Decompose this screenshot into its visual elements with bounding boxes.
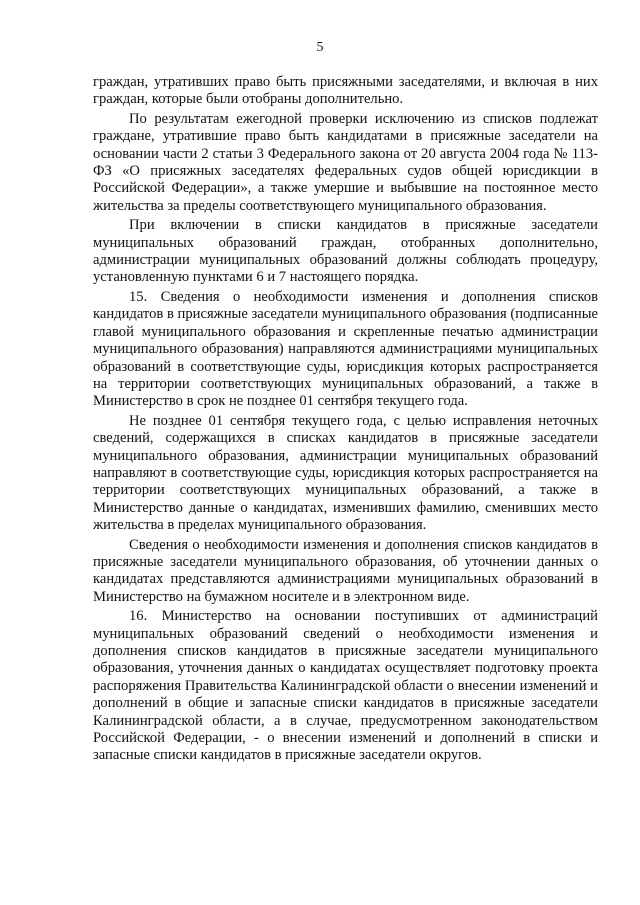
page-number: 5: [316, 40, 324, 55]
paragraph: По результатам ежегодной проверки исключению из списков подлежат граждане, утратившие право быть кандидатами в присяжные заседатели на основании части 2 статьи 3 Федерального закона от 20 августа 2004 года № 113-ФЗ «О присяжных заседателях федеральных судов общей юрисдикции в Российской Федерации», а также умершие и выбывшие на постоянное место жительства за пределы соответствующего муниципального образования.: [93, 110, 598, 214]
paragraph: 16. Министерство на основании поступивших от администраций муниципальных образований сведений о необходимости изменения и дополнения списков кандидатов в присяжные заседатели муниципального образования, уточнения данных о кандидатах осуществляет подготовку проекта распоряжения Правительства Калининградской области о внесении изменений и дополнений в общие и запасные списки кандидатов в присяжные заседатели Калининградской области, а в случае, предусмотренном законодательством Российской Федерации, - о внесении изменений и дополнений в списки и запасные списки кандидатов в присяжные заседатели округов.: [93, 608, 598, 764]
paragraph: Не позднее 01 сентября текущего года, с целью исправления неточных сведений, содержащихся в списках кандидатов в присяжные заседатели муниципального образования, администрации муниципальных образований направляют в соответствующие суды, юрисдикция которых распространяется на территории соответствующих муниципальных образований, а также в Министерство данные о кандидатах, изменивших фамилию, сменивших место жительства в пределах муниципального образования.: [93, 412, 598, 534]
paragraph: 15. Сведения о необходимости изменения и дополнения списков кандидатов в присяжные заседатели муниципального образования (подписанные главой муниципального образования и скрепленные печатью администрации муниципального образования) направляются администрациями муниципальных образований в соответствующие суды, юрисдикция которых распространяется на территории соответствующих муниципальных образований, а также в Министерство в срок не позднее 01 сентября текущего года.: [93, 288, 598, 410]
document-body: [93, 74, 598, 767]
paragraph: При включении в списки кандидатов в присяжные заседатели муниципальных образований граждан, отобранных дополнительно, администрации муниципальных образований должны соблюдать процедуру, установленную пунктами 6 и 7 настоящего порядка.: [93, 217, 598, 286]
paragraph: граждан, утративших право быть присяжными заседателями, и включая в них граждан, которые были отобраны дополнительно.: [93, 74, 598, 108]
paragraph: Сведения о необходимости изменения и дополнения списков кандидатов в присяжные заседатели муниципального образования, об уточнении данных о кандидатах представляются администрациями муниципальных образований в Министерство на бумажном носителе и в электронном виде.: [93, 536, 598, 605]
